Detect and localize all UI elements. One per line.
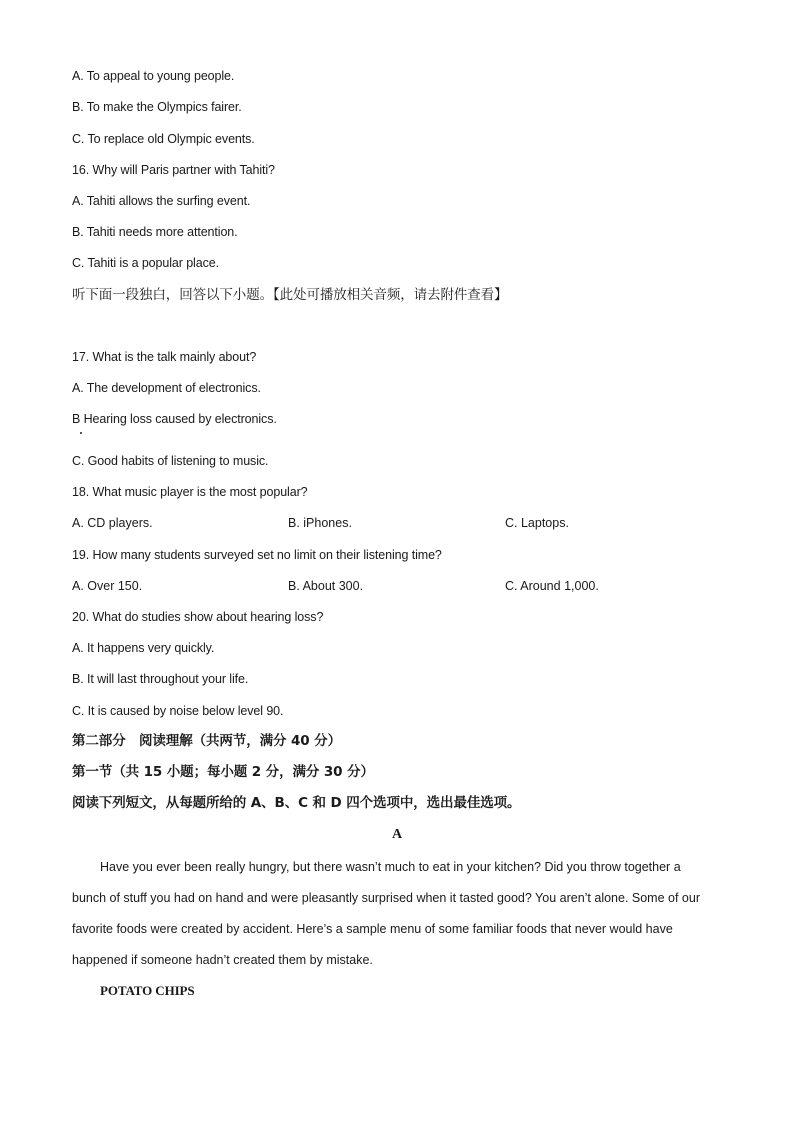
passage-label: A xyxy=(391,827,403,842)
q16-question: 16. Why will Paris partner with Tahiti? xyxy=(72,163,275,177)
q18-question: 18. What music player is the most popular? xyxy=(72,485,308,499)
q15-option-a: A. To appeal to young people. xyxy=(72,69,235,83)
q16-option-a: A. Tahiti allows the surfing event. xyxy=(72,194,251,208)
q17-option-a: A. The development of electronics. xyxy=(72,381,261,395)
q15-option-b: B. To make the Olympics fairer. xyxy=(72,100,242,114)
q19-question: 19. How many students surveyed set no limit on their listening time? xyxy=(72,548,442,562)
paragraph-line: Have you ever been really hungry, but there wasn’t much to eat in your kitchen? Did you throw together a xyxy=(100,860,681,874)
q20-option-b: B. It will last throughout your life. xyxy=(72,672,249,686)
paragraph-line: favorite foods were created by accident. Here’s a sample menu of some familiar foods that never would have xyxy=(72,922,673,936)
q18-option-a: A. CD players. xyxy=(72,516,153,530)
q19-option-b: B. About 300. xyxy=(288,579,364,593)
reading-instruction: 阅读下列短文，从每题所给的 A、B、C 和 D 四个选项中，选出最佳选项。 xyxy=(72,795,521,811)
stray-dot xyxy=(80,432,82,434)
q20-question: 20. What do studies show about hearing loss? xyxy=(72,610,324,624)
q16-option-c: C. Tahiti is a popular place. xyxy=(72,256,219,270)
subheading-potato-chips: POTATO CHIPS xyxy=(100,983,195,998)
q17-option-c: C. Good habits of listening to music. xyxy=(72,454,269,468)
q18-option-b: B. iPhones. xyxy=(288,516,352,530)
q17-option-b: B Hearing loss caused by electronics. xyxy=(72,412,277,426)
monologue-instruction: 听下面一段独白，回答以下小题。【此处可播放相关音频，请去附件查看】 xyxy=(72,287,508,303)
q19-option-a: A. Over 150. xyxy=(72,579,143,593)
q18-option-c: C. Laptops. xyxy=(505,516,569,530)
paragraph-line: happened if someone hadn’t created them by mistake. xyxy=(72,953,373,967)
passage-paragraph xyxy=(72,852,722,976)
q16-option-b: B. Tahiti needs more attention. xyxy=(72,225,238,239)
section-heading: 第一节（共 15 小题；每小题 2 分，满分 30 分） xyxy=(72,764,374,780)
q20-option-a: A. It happens very quickly. xyxy=(72,641,215,655)
part-heading: 第二部分 阅读理解（共两节，满分 40 分） xyxy=(72,733,341,749)
q20-option-c: C. It is caused by noise below level 90. xyxy=(72,704,284,718)
paragraph-line: bunch of stuff you had on hand and were pleasantly surprised when it tasted good? You aren’t alone. Some of our xyxy=(72,891,700,905)
q19-option-c: C. Around 1,000. xyxy=(505,579,599,593)
q17-question: 17. What is the talk mainly about? xyxy=(72,350,257,364)
q15-option-c: C. To replace old Olympic events. xyxy=(72,132,255,146)
